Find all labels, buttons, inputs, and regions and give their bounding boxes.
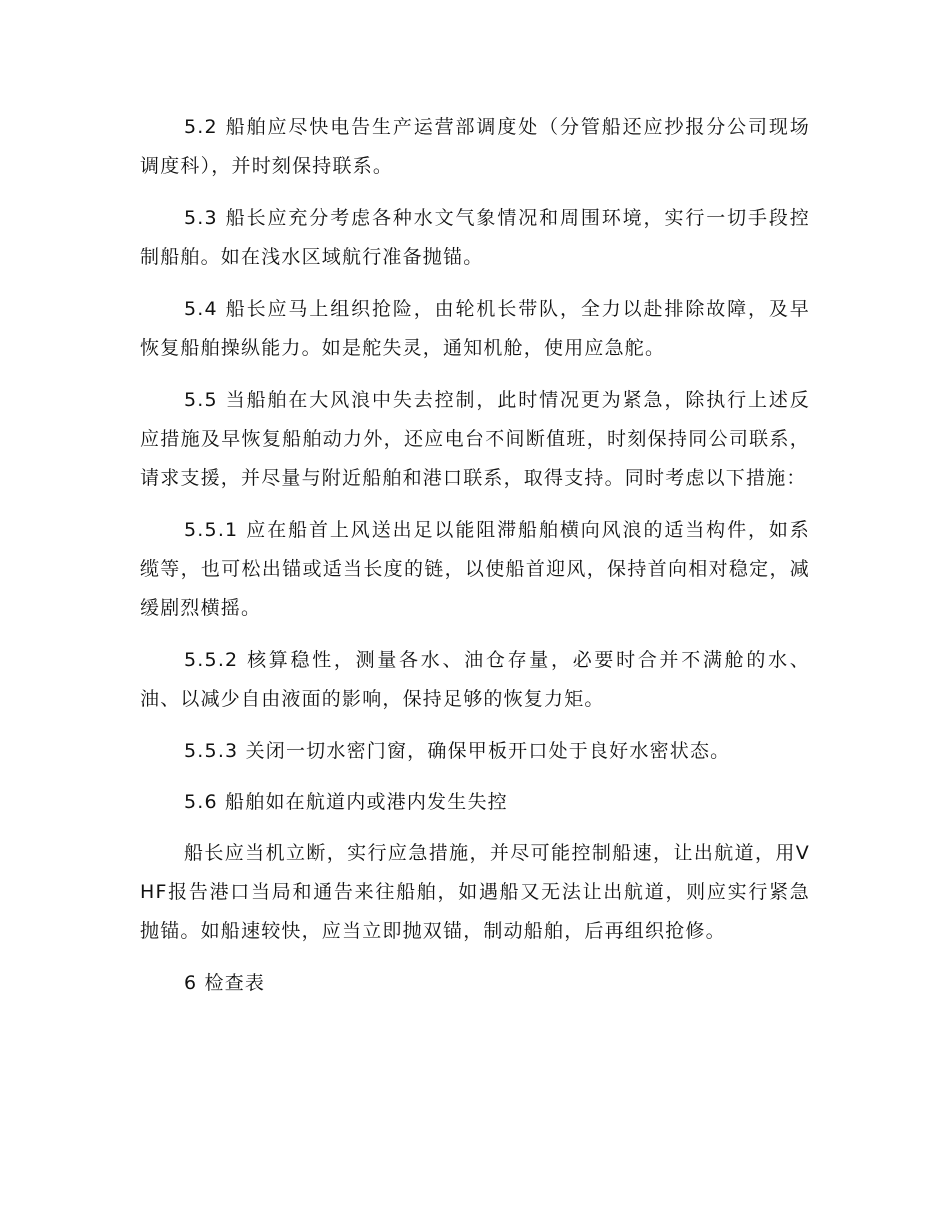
paragraph-5-5-1: 5.5.1 应在船首上风送出足以能阻滞船舶横向风浪的适当构件，如系缆等，也可松出锚或适当长度的链，以使船首迎风，保持首向相对稳定，减缓剧烈横摇。 <box>140 519 810 619</box>
paragraph-5-6: 5.6 船舶如在航道内或港内发生失控 <box>184 791 508 813</box>
paragraph-5-2: 5.2 船舶应尽快电告生产运营部调度处（分管船还应抄报分公司现场调度科），并时刻保持联系。 <box>140 116 810 177</box>
paragraph-5-6-body: 船长应当机立断，实行应急措施，并尽可能控制船速，让出航道，用VHF报告港口当局和通告来往船舶，如遇船又无法让出航道，则应实行紧急抛锚。如船速较快，应当立即抛双锚，制动船舶，后再组织抢修。 <box>140 842 810 942</box>
paragraph-5-3: 5.3 船长应充分考虑各种水文气象情况和周围环境，实行一切手段控制船舶。如在浅水区域航行准备抛锚。 <box>140 207 810 268</box>
paragraph-5-4: 5.4 船长应马上组织抢险，由轮机长带队，全力以赴排除故障，及早恢复船舶操纵能力。如是舵失灵，通知机舱，使用应急舵。 <box>140 298 810 359</box>
paragraph-5-5: 5.5 当船舶在大风浪中失去控制，此时情况更为紧急，除执行上述反应措施及早恢复船舶动力外，还应电台不间断值班，时刻保持同公司联系，请求支援，并尽量与附近船舶和港口联系，取得支持。同时考虑以下措施： <box>140 389 810 489</box>
section-heading-6: 6 检查表 <box>184 972 266 994</box>
paragraph-5-5-2: 5.5.2 核算稳性，测量各水、油仓存量，必要时合并不满舱的水、油、以减少自由液面的影响，保持足够的恢复力矩。 <box>140 649 810 710</box>
paragraph-5-5-3: 5.5.3 关闭一切水密门窗，确保甲板开口处于良好水密状态。 <box>184 740 731 762</box>
document-body <box>140 108 810 1016</box>
